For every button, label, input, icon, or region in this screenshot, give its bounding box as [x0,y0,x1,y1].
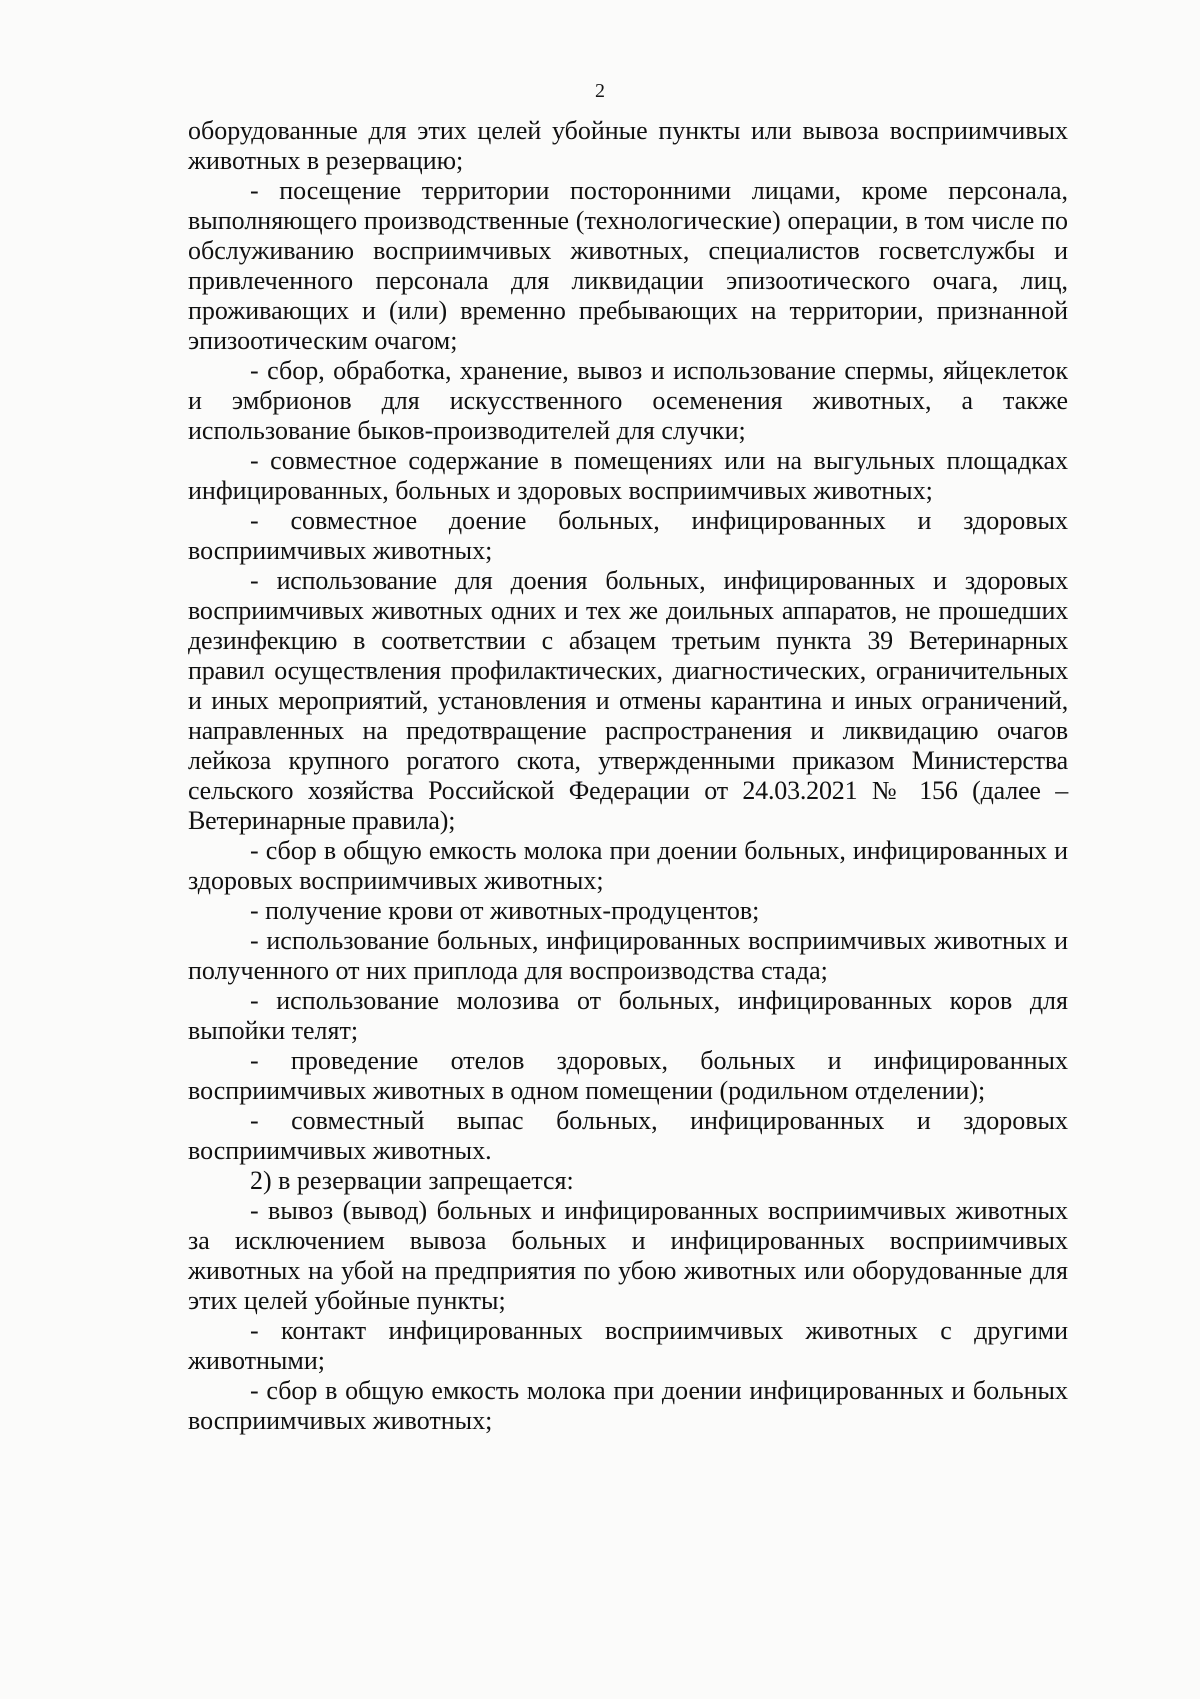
paragraph-joint-keeping: - совместное содержание в помещениях или на выгульных площадках инфицированных, больных и здоровых восприимчивых животных; [188,446,1068,505]
paragraph-joint-milking: - совместное доение больных, инфицированных и здоровых восприимчивых животных; [188,506,1068,565]
page-number: 2 [595,80,605,102]
document-body [188,116,1068,1436]
paragraph-visit-restriction: - посещение территории посторонними лицами, кроме персонала, выполняющего производственные (технологические) операции, в том числе по обслуживанию восприимчивых животных, специалистов госветслужбы и привлеченного персонала для ликвидации эпизоотического очага, лиц, проживающих и (или) временно пребывающих на территории, признанной эпизоотическим очагом; [188,176,1068,355]
paragraph-joint-grazing: - совместный выпас больных, инфицированных и здоровых восприимчивых животных. [188,1106,1068,1165]
paragraph-reservation-heading: 2) в резервации запрещается: [250,1166,574,1195]
paragraph-calving: - проведение отелов здоровых, больных и инфицированных восприимчивых животных в одном помещении (родильном отделении); [188,1046,1068,1105]
paragraph-sperm-collection: - сбор, обработка, хранение, вывоз и использование спермы, яйцеклеток и эмбрионов для искусственного осеменения животных, а также использование быков-производителей для случки; [188,356,1068,445]
paragraph-milk-collection: - сбор в общую емкость молока при доении больных, инфицированных и здоровых восприимчивых животных; [188,836,1068,895]
paragraph-continuation: оборудованные для этих целей убойные пункты или вывоза восприимчивых животных в резервацию; [188,116,1068,175]
paragraph-milking-equipment: - использование для доения больных, инфицированных и здоровых восприимчивых животных одних и тех же доильных аппаратов, не прошедших дезинфекцию в соответствии с абзацем третьим пункта 39 Ветеринарных правил осуществления профилактических, диагностических, ограничительных и иных мероприятий, установления и отмены карантина и иных ограничений, направленных на предотвращение распространения и ликвидацию очагов лейкоза крупного рогатого скота, утвержденными приказом Министерства сельского хозяйства Российской Федерации от 24.03.2021 № 156 (далее – Ветеринарные правила); [188,566,1068,835]
paragraph-blood-collection: - получение крови от животных-продуцентов; [250,896,760,925]
paragraph-contact-ban: - контакт инфицированных восприимчивых животных с другими животными; [188,1316,1068,1375]
paragraph-removal-ban: - вывоз (вывод) больных и инфицированных восприимчивых животных за исключением вывоза больных и инфицированных восприимчивых животных на убой на предприятия по убою животных или оборудованные для этих целей убойные пункты; [188,1196,1068,1315]
paragraph-milk-collection-reservation: - сбор в общую емкость молока при доении инфицированных и больных восприимчивых животных; [188,1376,1068,1435]
paragraph-reproduction: - использование больных, инфицированных восприимчивых животных и полученного от них приплода для воспроизводства стада; [188,926,1068,985]
paragraph-colostrum: - использование молозива от больных, инфицированных коров для выпойки телят; [188,986,1068,1045]
